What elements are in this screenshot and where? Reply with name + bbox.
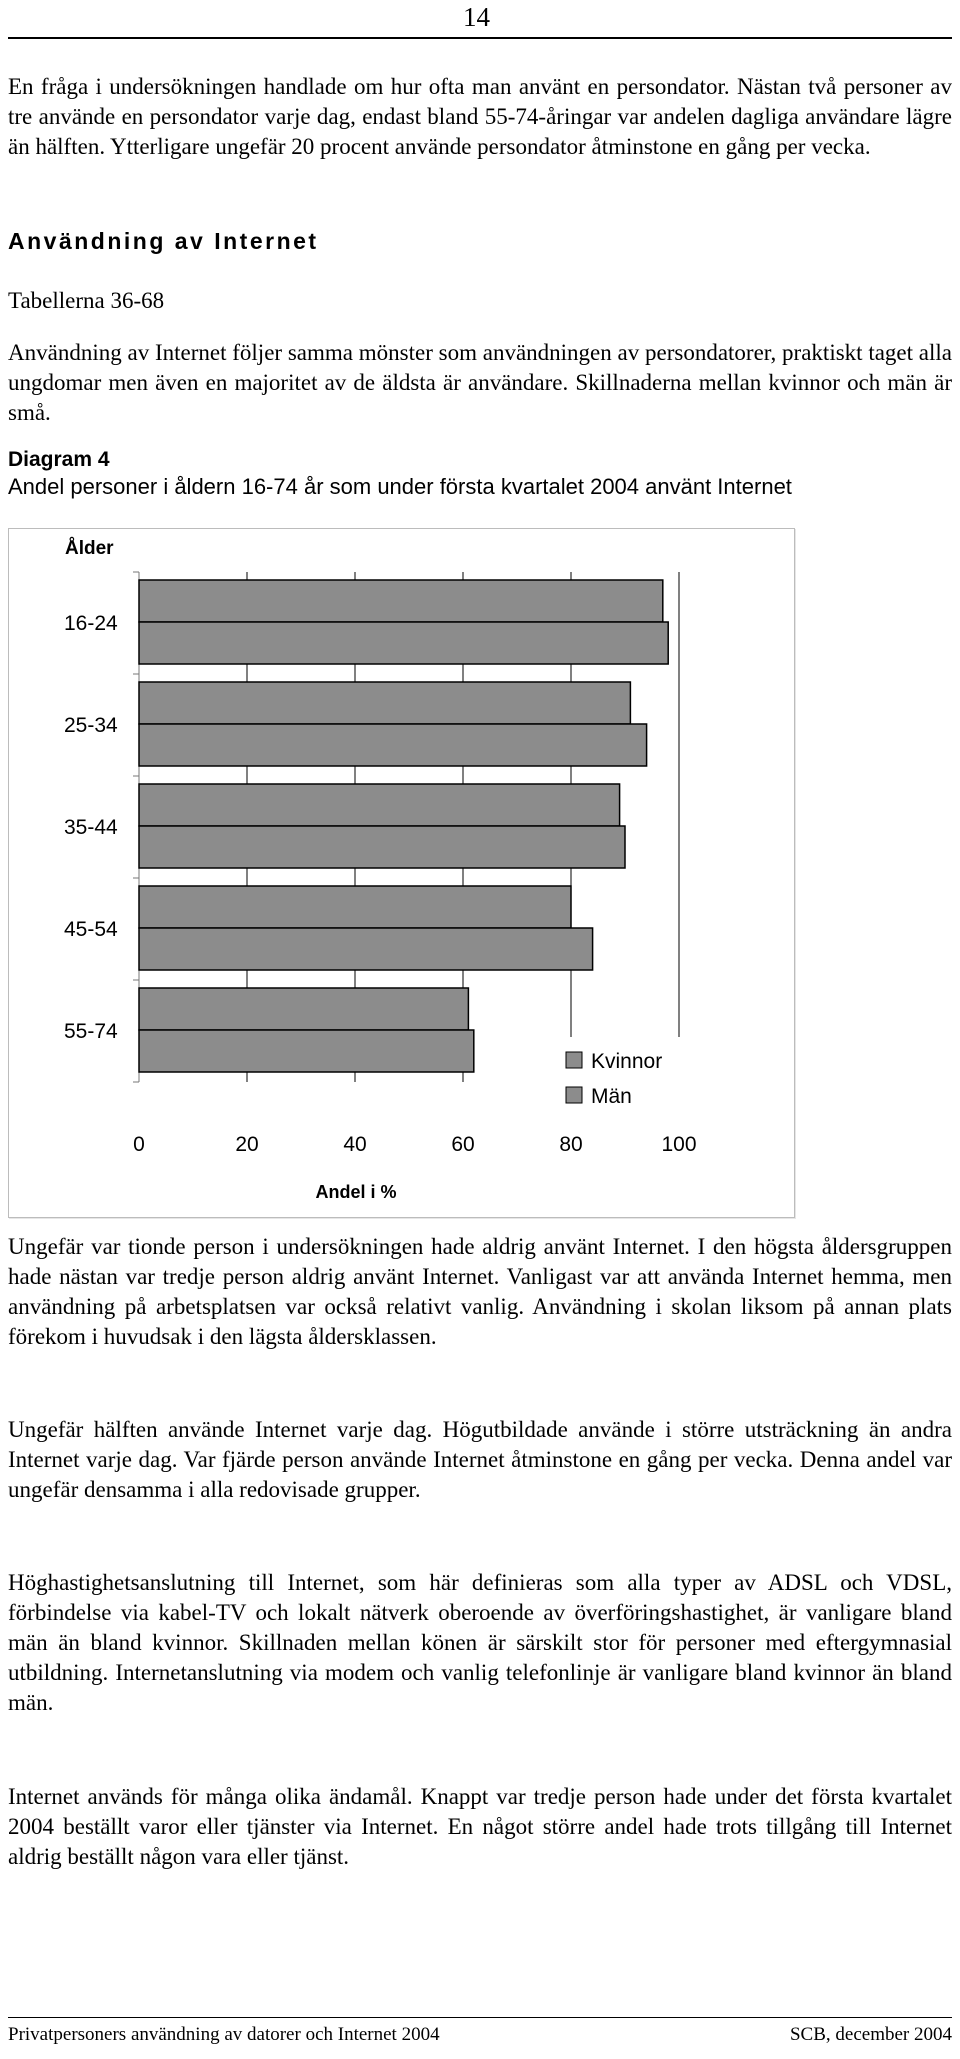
category-label: 25-34 bbox=[64, 714, 118, 737]
bar-kvinnor-45-54 bbox=[139, 886, 571, 928]
bar-kvinnor-25-34 bbox=[139, 682, 630, 724]
legend-swatch bbox=[566, 1052, 582, 1068]
y-axis-title: Ålder bbox=[65, 538, 114, 559]
bar-chart bbox=[9, 529, 794, 1217]
table-reference: Tabellerna 36-68 bbox=[8, 288, 165, 313]
legend-label: Kvinnor bbox=[591, 1050, 663, 1073]
footer-publisher: SCB, december 2004 bbox=[789, 2024, 952, 2045]
footer-publication: Privatpersoners användning av datorer och Internet 2004 bbox=[8, 2024, 440, 2045]
x-tick-label: 80 bbox=[559, 1133, 583, 1156]
paragraph-aldrig-anvant: Ungefär var tionde person i undersökningen hade aldrig använt Internet. I den högsta åldersgruppen hade nästan var tredje person aldrig använt Internet. Vanligast var att använda Internet hemma, men användning på arbetsplatsen var också relativt vanlig. Användning i skolan liksom på annan plats förekom i huvudsak i den lägsta åldersklassen. bbox=[8, 1234, 952, 1349]
footer-rule bbox=[8, 2017, 952, 2018]
x-tick-label: 0 bbox=[133, 1133, 145, 1156]
legend-label: Män bbox=[591, 1085, 632, 1108]
paragraph-hoghastighet: Höghastighetsanslutning till Internet, som här definieras som alla typer av ADSL och VDSL, förbindelse via kabel-TV och lokalt nätverk oberoende av överföringshastighet, är vanligare bland män än bland kvinnor. Skillnaden mellan könen är särskilt stor för personer med eftergymnasial utbildning. Internetanslutning via modem och vanlig telefonlinje är vanligare bland kvinnor än bland män. bbox=[8, 1570, 952, 1715]
category-label: 35-44 bbox=[64, 816, 118, 839]
category-label: 45-54 bbox=[64, 918, 118, 941]
header-rule bbox=[8, 37, 952, 39]
bar-män-25-34 bbox=[139, 724, 647, 766]
chart-container bbox=[8, 528, 795, 1218]
x-axis-title: Andel i % bbox=[315, 1182, 397, 1202]
paragraph-varje-dag: Ungefär hälften använde Internet varje dag. Högutbildade använde i större utsträckning än andra Internet varje dag. Var fjärde person använde Internet åtminstone en gång per vecka. Denna andel var ungefär densamma i alla redovisade grupper. bbox=[8, 1417, 952, 1502]
legend-swatch bbox=[566, 1087, 582, 1103]
diagram-title: Andel personer i åldern 16-74 år som under första kvartalet 2004 använt Internet bbox=[8, 474, 792, 499]
diagram-label: Diagram 4 bbox=[8, 448, 110, 471]
section-heading: Användning av Internet bbox=[8, 228, 319, 254]
x-tick-label: 20 bbox=[235, 1133, 259, 1156]
category-label: 16-24 bbox=[64, 612, 118, 635]
section-paragraph: Användning av Internet följer samma mönster som användningen av persondatorer, praktiskt taget alla ungdomar men även en majoritet av de äldsta är användare. Skillnaderna mellan kvinnor och män är små. bbox=[8, 340, 952, 425]
page-number: 14 bbox=[463, 2, 490, 32]
bar-kvinnor-16-24 bbox=[139, 580, 663, 622]
paragraph-andamal: Internet används för många olika ändamål. Knappt var tredje person hade under det första kvartalet 2004 beställt varor eller tjänster via Internet. En något större andel hade trots tillgång till Internet aldrig beställt någon vara eller tjänst. bbox=[8, 1784, 952, 1869]
x-tick-label: 100 bbox=[661, 1133, 697, 1156]
x-tick-label: 60 bbox=[451, 1133, 475, 1156]
bar-män-45-54 bbox=[139, 928, 593, 970]
category-label: 55-74 bbox=[64, 1020, 118, 1043]
bar-män-16-24 bbox=[139, 622, 668, 664]
x-tick-label: 40 bbox=[343, 1133, 367, 1156]
bar-kvinnor-35-44 bbox=[139, 784, 620, 826]
intro-paragraph: En fråga i undersökningen handlade om hur ofta man använt en persondator. Nästan två personer av tre använde en persondator varje dag, endast bland 55-74-åringar var andelen dagliga användare lägre än hälften. Ytterligare ungefär 20 procent använde persondator åtminstone en gång per vecka. bbox=[8, 74, 952, 159]
bar-män-55-74 bbox=[139, 1030, 474, 1072]
bar-män-35-44 bbox=[139, 826, 625, 868]
bar-kvinnor-55-74 bbox=[139, 988, 468, 1030]
